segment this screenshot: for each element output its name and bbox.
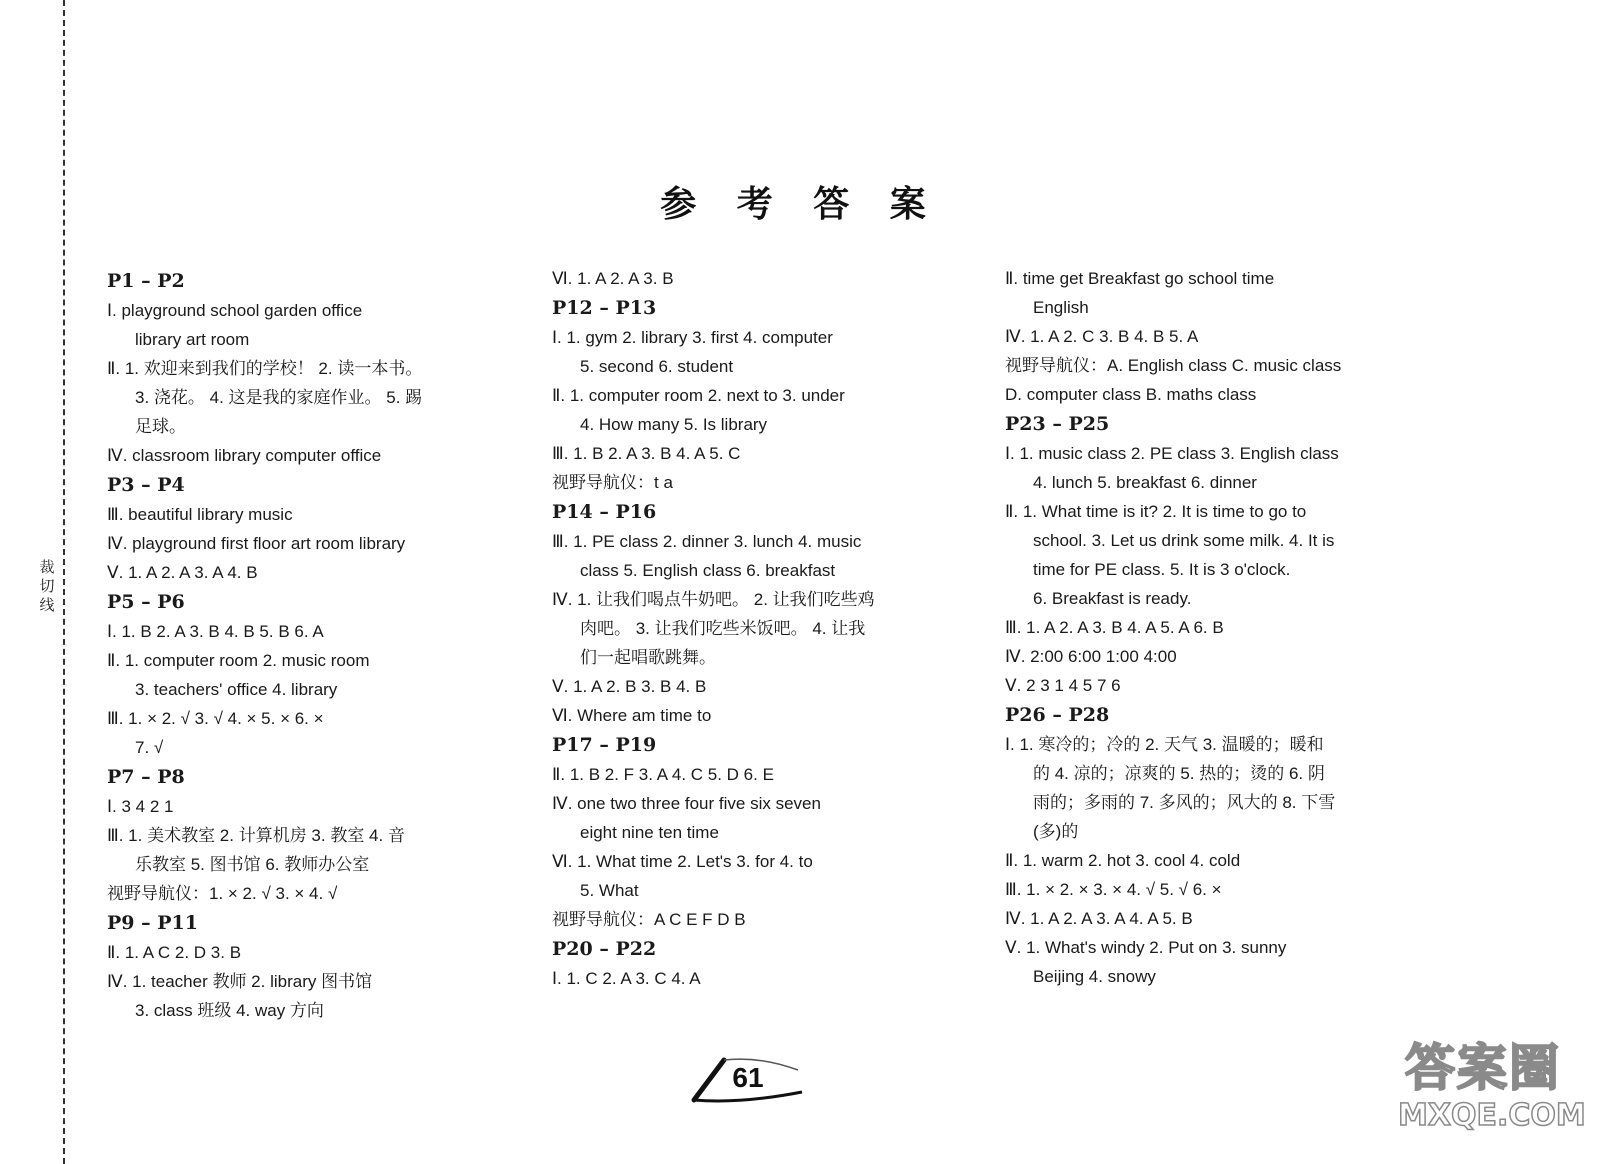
answer-line: library art room <box>135 330 250 349</box>
answer-line: 视野导航仪：A. English class C. music class <box>1005 356 1342 375</box>
section-heading: P5 – P6 <box>107 591 185 613</box>
section-heading: P14 – P16 <box>552 501 657 523</box>
answer-line: Ⅵ. 1. A 2. A 3. B <box>552 269 674 288</box>
answer-line: Ⅲ. beautiful library music <box>107 505 293 524</box>
section-heading: P12 – P13 <box>552 297 657 319</box>
answer-line: 乐教室 5. 图书馆 6. 教师办公室 <box>135 855 370 874</box>
answer-line: 4. lunch 5. breakfast 6. dinner <box>1033 473 1257 492</box>
answer-line: 4. How many 5. Is library <box>580 415 768 434</box>
answer-line: 的 4. 凉的；凉爽的 5. 热的；烫的 6. 阴 <box>1033 764 1325 783</box>
answer-line: school. 3. Let us drink some milk. 4. It is <box>1033 531 1335 550</box>
answer-line: Ⅱ. 1. 欢迎来到我们的学校！ 2. 读一本书。 <box>107 359 423 378</box>
answer-line: English <box>1033 298 1089 317</box>
answer-line: 视野导航仪：1. × 2. √ 3. × 4. √ <box>107 884 338 903</box>
section-heading: P1 – P2 <box>107 270 185 292</box>
answer-line: Ⅳ. classroom library computer office <box>107 446 382 465</box>
answer-line: 6. Breakfast is ready. <box>1033 589 1192 608</box>
answer-line: Ⅱ. 1. A C 2. D 3. B <box>107 943 242 962</box>
section-heading: P26 – P28 <box>1005 704 1110 726</box>
answer-line: Ⅱ. 1. B 2. F 3. A 4. C 5. D 6. E <box>552 765 774 784</box>
answer-line: 5. second 6. student <box>580 357 734 376</box>
page-title: 参 考 答 案 <box>660 183 940 225</box>
answer-line: Ⅰ. 1. music class 2. PE class 3. English class <box>1005 444 1339 463</box>
answer-line: class 5. English class 6. breakfast <box>580 561 836 580</box>
watermark <box>1398 1028 1586 1148</box>
answer-line: Ⅰ. playground school garden office <box>107 301 363 320</box>
answer-line: Ⅱ. 1. warm 2. hot 3. cool 4. cold <box>1005 851 1241 870</box>
answer-line: 视野导航仪：A C E F D B <box>552 910 746 929</box>
answer-line: Ⅱ. 1. What time is it? 2. It is time to go to <box>1005 502 1307 521</box>
answer-line: Ⅱ. 1. computer room 2. next to 3. under <box>552 386 845 405</box>
answer-line: Ⅴ. 2 3 1 4 5 7 6 <box>1005 676 1121 695</box>
answer-line: Ⅳ. 1. teacher 教师 2. library 图书馆 <box>107 972 373 991</box>
section-heading: P7 – P8 <box>107 766 185 788</box>
answer-line: (多)的 <box>1033 822 1079 841</box>
answer-line: Ⅱ. 1. computer room 2. music room <box>107 651 370 670</box>
answer-line: 3. class 班级 4. way 方向 <box>135 1001 324 1020</box>
answer-line: Ⅳ. playground first floor art room library <box>107 534 406 553</box>
answer-line: Beijing 4. snowy <box>1033 967 1156 986</box>
watermark-logo-text: 答案圈 <box>1405 1039 1561 1097</box>
answer-line: Ⅵ. Where am time to <box>552 706 712 725</box>
answer-line: Ⅲ. 1. PE class 2. dinner 3. lunch 4. music <box>552 532 862 551</box>
answer-line: Ⅳ. 1. A 2. A 3. A 4. A 5. B <box>1005 909 1193 928</box>
answer-line: Ⅲ. 1. B 2. A 3. B 4. A 5. C <box>552 444 741 463</box>
answer-line: Ⅰ. 1. 寒冷的；冷的 2. 天气 3. 温暖的；暖和 <box>1005 735 1324 754</box>
answer-line: Ⅳ. 2:00 6:00 1:00 4:00 <box>1005 647 1177 666</box>
answer-line: eight nine ten time <box>580 823 719 842</box>
answer-line: 雨的；多雨的 7. 多风的；风大的 8. 下雪 <box>1033 793 1336 812</box>
section-heading: P23 – P25 <box>1005 413 1110 435</box>
answer-line: Ⅱ. time get Breakfast go school time <box>1005 269 1275 288</box>
answer-line: Ⅲ. 1. A 2. A 3. B 4. A 5. A 6. B <box>1005 618 1224 637</box>
answer-line: 足球。 <box>135 417 186 436</box>
cut-line-label: 裁切线 <box>39 558 55 614</box>
answer-line: time for PE class. 5. It is 3 o'clock. <box>1033 560 1291 579</box>
answer-line: D. computer class B. maths class <box>1005 385 1257 404</box>
answer-line: 3. 浇花。 4. 这是我的家庭作业。 5. 踢 <box>135 388 423 407</box>
answer-line: Ⅲ. 1. × 2. × 3. × 4. √ 5. √ 6. × <box>1005 880 1222 899</box>
answer-line: Ⅰ. 1. C 2. A 3. C 4. A <box>552 969 701 988</box>
answer-line: Ⅴ. 1. What's windy 2. Put on 3. sunny <box>1005 938 1287 957</box>
page-number-badge <box>690 1052 805 1106</box>
answer-line: Ⅴ. 1. A 2. A 3. A 4. B <box>107 563 258 582</box>
section-heading: P9 – P11 <box>107 912 198 934</box>
answer-line: 3. teachers' office 4. library <box>135 680 338 699</box>
answer-line: 视野导航仪：t a <box>552 473 673 492</box>
section-heading: P3 – P4 <box>107 474 185 496</box>
answer-line: 们一起唱歌跳舞。 <box>580 648 716 667</box>
section-heading: P20 – P22 <box>552 938 657 960</box>
answer-column-2 <box>552 264 972 993</box>
answer-line: Ⅰ. 1. gym 2. library 3. first 4. computer <box>552 328 833 347</box>
answer-line: 5. What <box>580 881 639 900</box>
answer-line: 7. √ <box>135 738 164 757</box>
watermark-url: MXQE.COM <box>1398 1098 1586 1133</box>
answer-column-1 <box>107 266 527 1025</box>
answer-line: Ⅳ. 1. A 2. C 3. B 4. B 5. A <box>1005 327 1199 346</box>
answer-column-3 <box>1005 264 1425 991</box>
answer-line: Ⅲ. 1. 美术教室 2. 计算机房 3. 教室 4. 音 <box>107 826 405 845</box>
answer-line: Ⅰ. 3 4 2 1 <box>107 797 174 816</box>
cut-line <box>63 0 65 1164</box>
answer-line: Ⅴ. 1. A 2. B 3. B 4. B <box>552 677 707 696</box>
answer-line: Ⅳ. one two three four five six seven <box>552 794 821 813</box>
answer-line: Ⅲ. 1. × 2. √ 3. √ 4. × 5. × 6. × <box>107 709 324 728</box>
answer-line: Ⅰ. 1. B 2. A 3. B 4. B 5. B 6. A <box>107 622 324 641</box>
answer-line: Ⅵ. 1. What time 2. Let's 3. for 4. to <box>552 852 813 871</box>
answer-line: Ⅳ. 1. 让我们喝点牛奶吧。 2. 让我们吃些鸡 <box>552 590 875 609</box>
section-heading: P17 – P19 <box>552 734 657 756</box>
page-number: 61 <box>732 1062 764 1093</box>
answer-line: 肉吧。 3. 让我们吃些米饭吧。 4. 让我 <box>580 619 866 638</box>
